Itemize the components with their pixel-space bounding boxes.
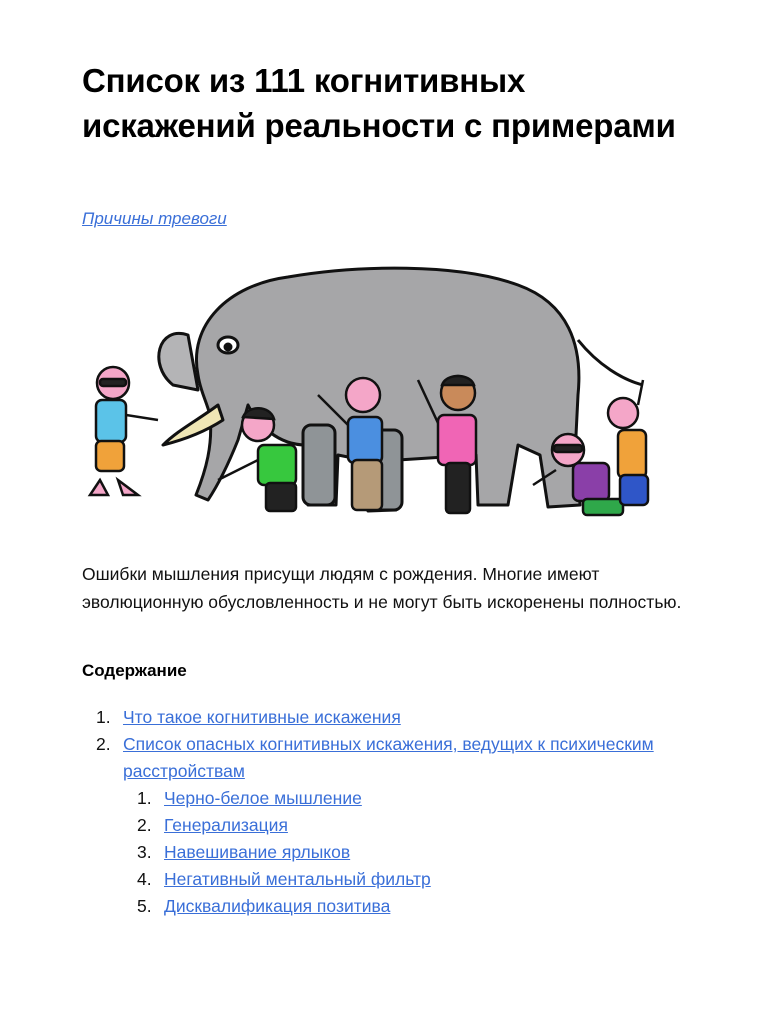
table-of-contents: [82, 704, 692, 920]
page-title: Список из 111 когнитивных искажений реальности с примерами: [82, 62, 676, 144]
toc-subitem-number: 5.: [137, 896, 152, 916]
category-link[interactable]: Причины тревоги: [82, 209, 227, 228]
toc-subitem-number: 4.: [137, 869, 152, 889]
toc-item: [82, 731, 692, 785]
toc-sublink[interactable]: Навешивание ярлыков: [164, 842, 351, 862]
lead-paragraph: Ошибки мышления присущи людям с рождения. Многие имеют эволюционную обусловленность и не могут быть искоренены полностью.: [82, 564, 682, 612]
toc-subitem: [82, 839, 692, 866]
toc-item: [82, 704, 692, 731]
toc-subitem-number: 2.: [137, 815, 152, 835]
toc-sublink[interactable]: Черно-белое мышление: [164, 788, 362, 808]
toc-subitem-number: 3.: [137, 842, 152, 862]
elephant-and-blind-men-illustration: [78, 255, 698, 535]
toc-link[interactable]: Список опасных когнитивных искажения, ведущих к психическим расстройствам: [123, 734, 654, 781]
toc-heading: Содержание: [82, 661, 187, 680]
toc-subitem-number: 1.: [137, 788, 152, 808]
toc-sublink[interactable]: Негативный ментальный фильтр: [164, 869, 431, 889]
blind-man-left: [90, 367, 158, 495]
toc-sublink[interactable]: Генерализация: [164, 815, 288, 835]
toc-item-number: 1.: [96, 707, 111, 727]
toc-link[interactable]: Что такое когнитивные искажения: [123, 707, 401, 727]
toc-subitem: [82, 866, 692, 893]
blind-man-right: [608, 380, 648, 505]
toc-item-number: 2.: [96, 734, 111, 754]
toc-subitem: [82, 812, 692, 839]
toc-subitem: [82, 785, 692, 812]
toc-sublink[interactable]: Дисквалификация позитива: [164, 896, 391, 916]
toc-subitem: [82, 893, 692, 920]
